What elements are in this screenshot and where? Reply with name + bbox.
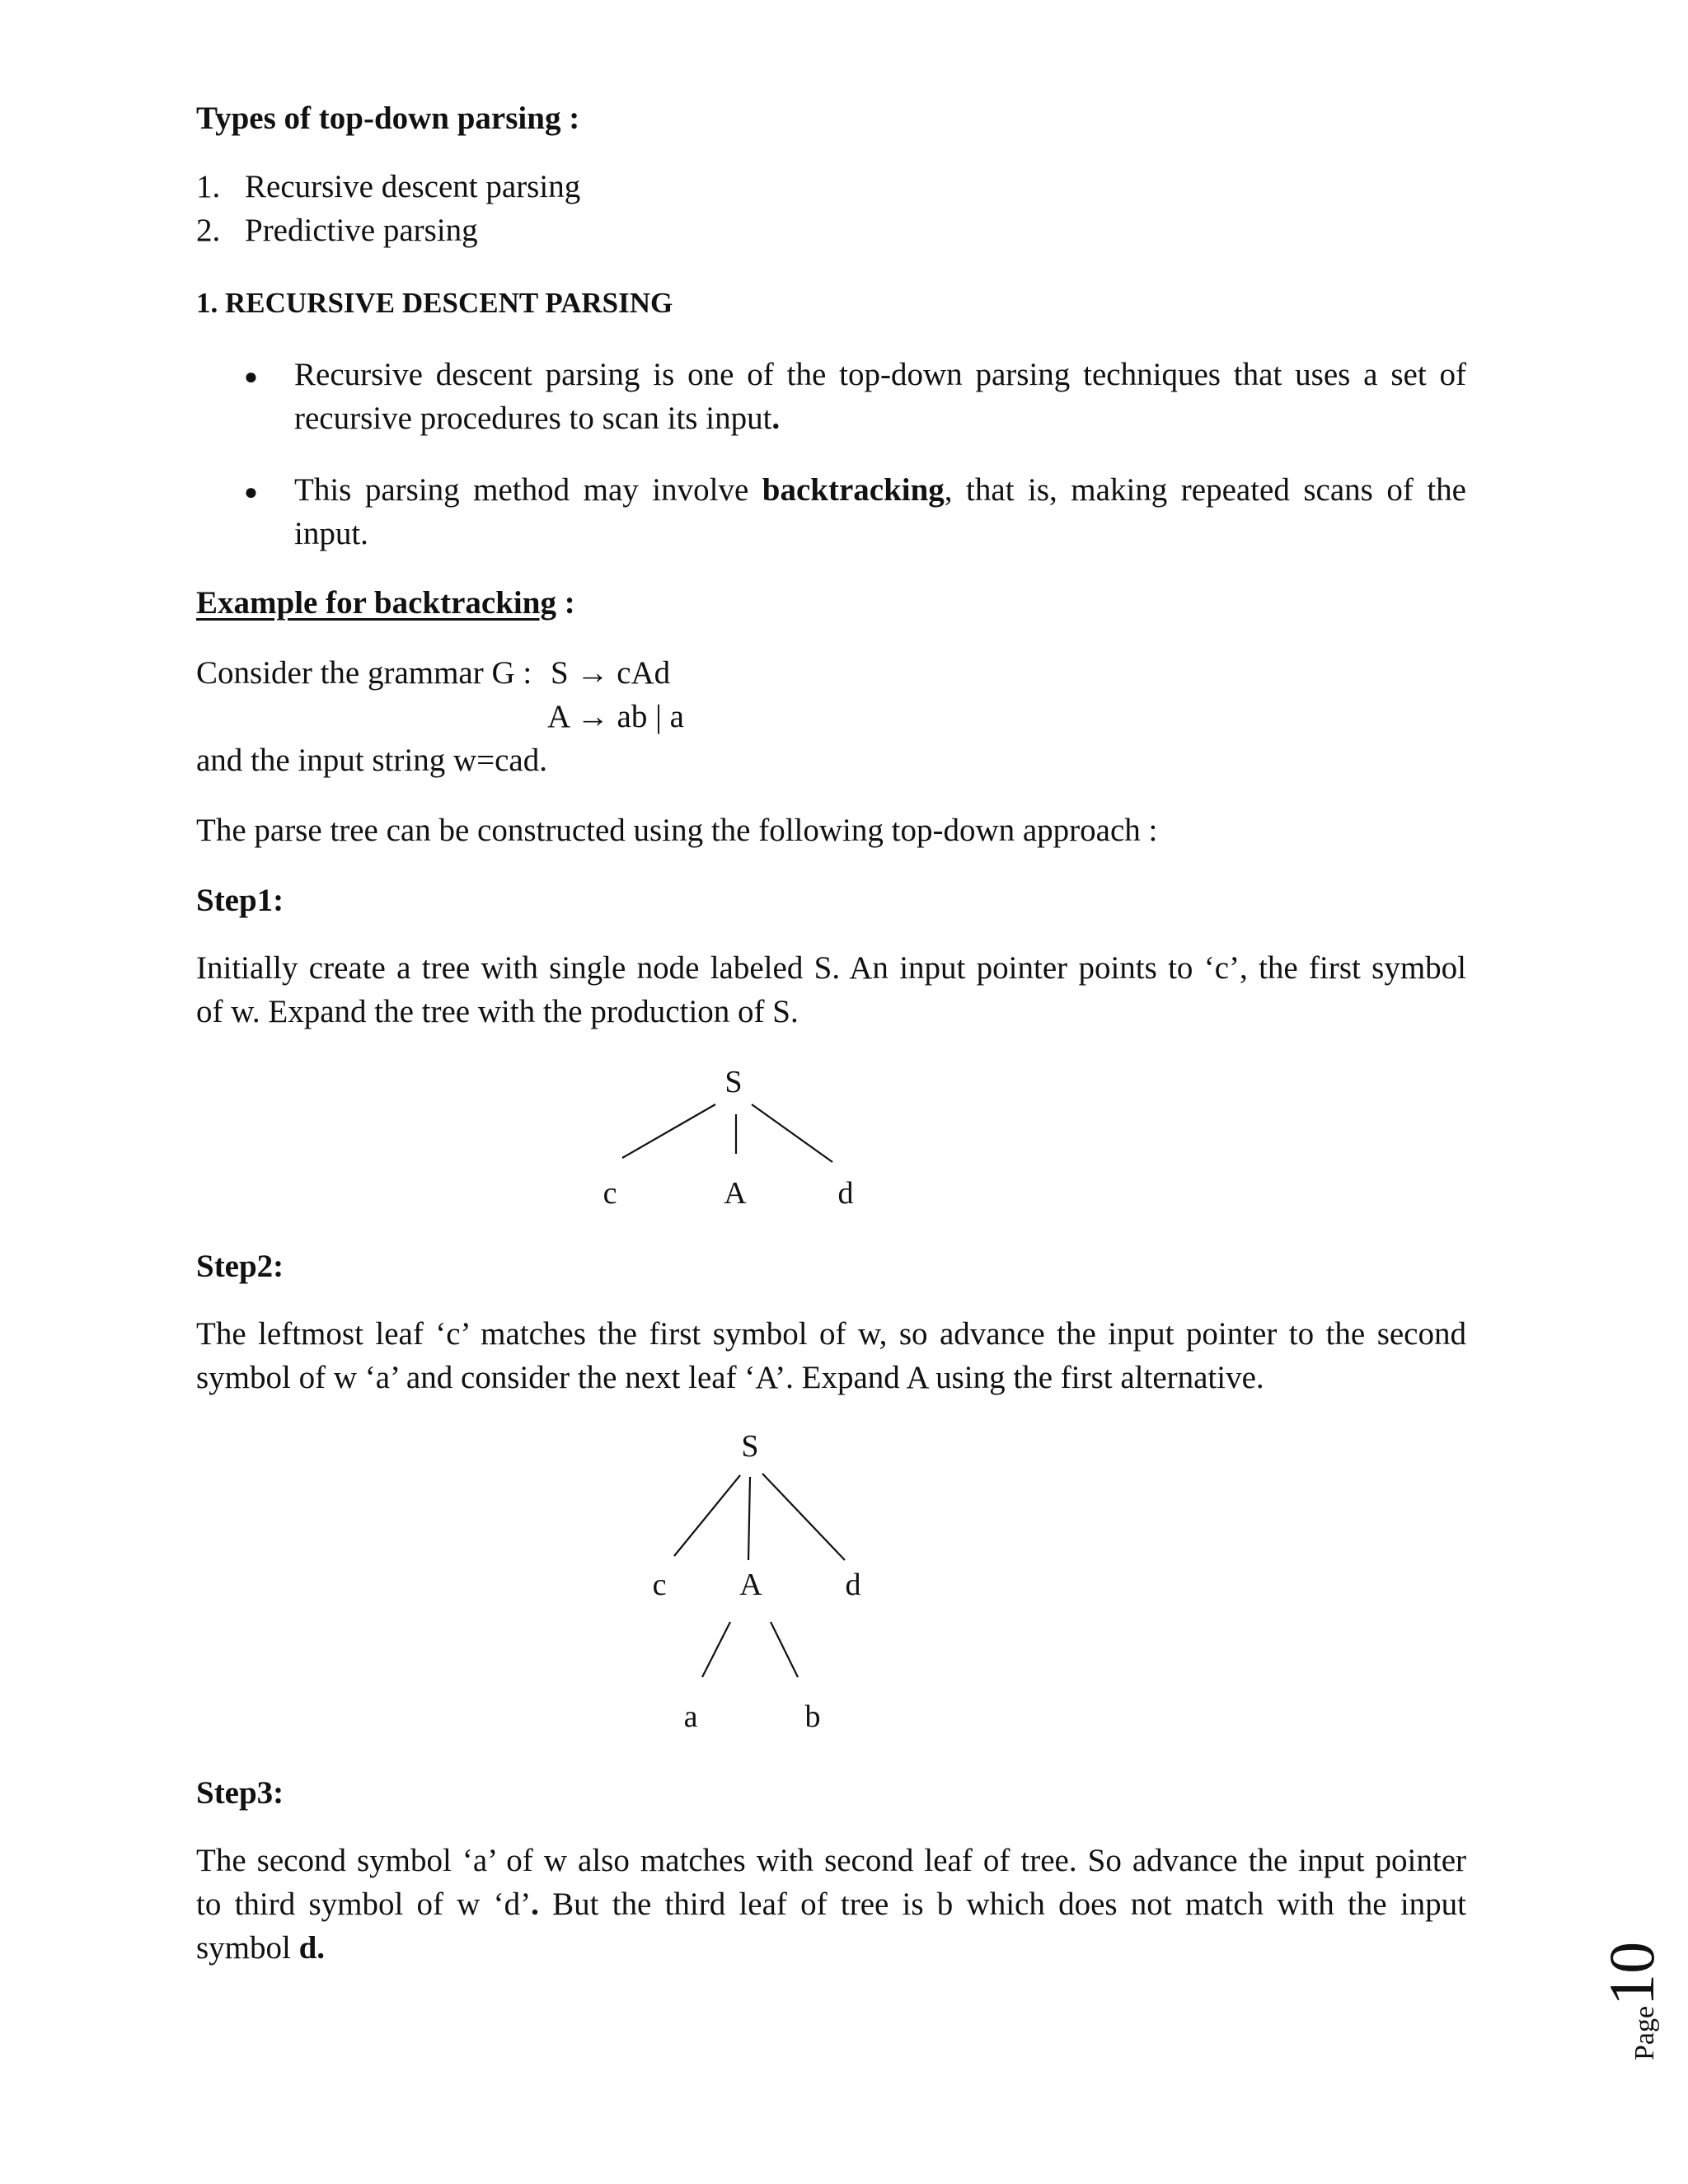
tree2-edge-right bbox=[762, 1474, 845, 1560]
bullet-2-line-2: input. bbox=[294, 516, 368, 551]
tree1 bbox=[603, 1065, 854, 1211]
section-title: 1. RECURSIVE DESCENT PARSING bbox=[196, 287, 673, 319]
bullet-1-line-1: Recursive descent parsing is one of the top-down parsing techniques that uses a set of bbox=[294, 357, 1466, 392]
tree1-root: S bbox=[724, 1065, 743, 1099]
tree2-edge-b bbox=[771, 1622, 798, 1677]
tree2-root: S bbox=[741, 1429, 759, 1464]
bullet-1-marker: ● bbox=[244, 364, 258, 390]
example-heading: Example for backtracking : bbox=[196, 585, 575, 621]
tree2-leaf-a: a bbox=[683, 1699, 698, 1734]
tree2-edge-left bbox=[674, 1475, 740, 1556]
step3-line-2: to third symbol of w ‘d’. But the third leaf of tree is b which does not match with the input bbox=[196, 1886, 1466, 1922]
step2-line-1: The leftmost leaf ‘c’ matches the first symbol of w, so advance the input pointer to the second bbox=[196, 1316, 1466, 1352]
grammar-input: and the input string w=cad. bbox=[196, 743, 547, 778]
tree1-leaf-A: A bbox=[724, 1176, 747, 1211]
step3-title: Step3: bbox=[196, 1775, 284, 1811]
page-number-value: 10 bbox=[1596, 1941, 1667, 2006]
step1-line-2: of w. Expand the tree with the production of S. bbox=[196, 994, 799, 1029]
page-number bbox=[1595, 1941, 1669, 2060]
step2-title: Step2: bbox=[196, 1249, 284, 1284]
approach-text: The parse tree can be constructed using the following top-down approach : bbox=[196, 813, 1158, 848]
tree2-edge-middle bbox=[748, 1477, 750, 1560]
tree2 bbox=[653, 1429, 861, 1734]
tree2-leaf-b: b bbox=[804, 1699, 821, 1734]
page-label: Page bbox=[1629, 2005, 1660, 2060]
types-list-item-2: Predictive parsing bbox=[245, 213, 478, 248]
bullet-2-line-1: This parsing method may involve backtracking, that is, making repeated scans of the bbox=[294, 472, 1466, 508]
grammar-rule-2: A → ab | a bbox=[547, 699, 684, 734]
step1-line-1: Initially create a tree with single node labeled S. An input pointer points to ‘c’, the first symbol bbox=[196, 950, 1466, 986]
bullet-1-line-2: recursive procedures to scan its input. bbox=[294, 401, 781, 436]
types-list-item-1: Recursive descent parsing bbox=[245, 169, 581, 204]
types-heading: Types of top-down parsing : bbox=[196, 101, 580, 136]
step1-title: Step1: bbox=[196, 883, 284, 918]
tree1-edge-right bbox=[752, 1104, 832, 1162]
tree1-leaf-d: d bbox=[837, 1176, 854, 1211]
tree2-leaf-c: c bbox=[652, 1568, 667, 1602]
bullet-2-marker: ● bbox=[244, 480, 258, 505]
tree1-edge-left bbox=[622, 1104, 715, 1158]
grammar-intro: Consider the grammar G : bbox=[196, 655, 532, 691]
types-list-num-2: 2. bbox=[196, 213, 221, 248]
step2-line-2: symbol of w ‘a’ and consider the next leaf ‘A’. Expand A using the first alternative. bbox=[196, 1360, 1264, 1395]
types-list-num-1: 1. bbox=[196, 169, 221, 204]
step3-line-3: symbol d. bbox=[196, 1930, 326, 1966]
tree2-edge-a bbox=[702, 1622, 730, 1677]
grammar-rule-1: S → cAd bbox=[551, 655, 671, 691]
step3-line-1: The second symbol ‘a’ of w also matches with second leaf of tree. So advance the input pointer bbox=[196, 1843, 1466, 1878]
tree1-leaf-c: c bbox=[603, 1176, 617, 1211]
tree2-leaf-d: d bbox=[845, 1568, 861, 1602]
tree2-node-A: A bbox=[739, 1568, 762, 1602]
